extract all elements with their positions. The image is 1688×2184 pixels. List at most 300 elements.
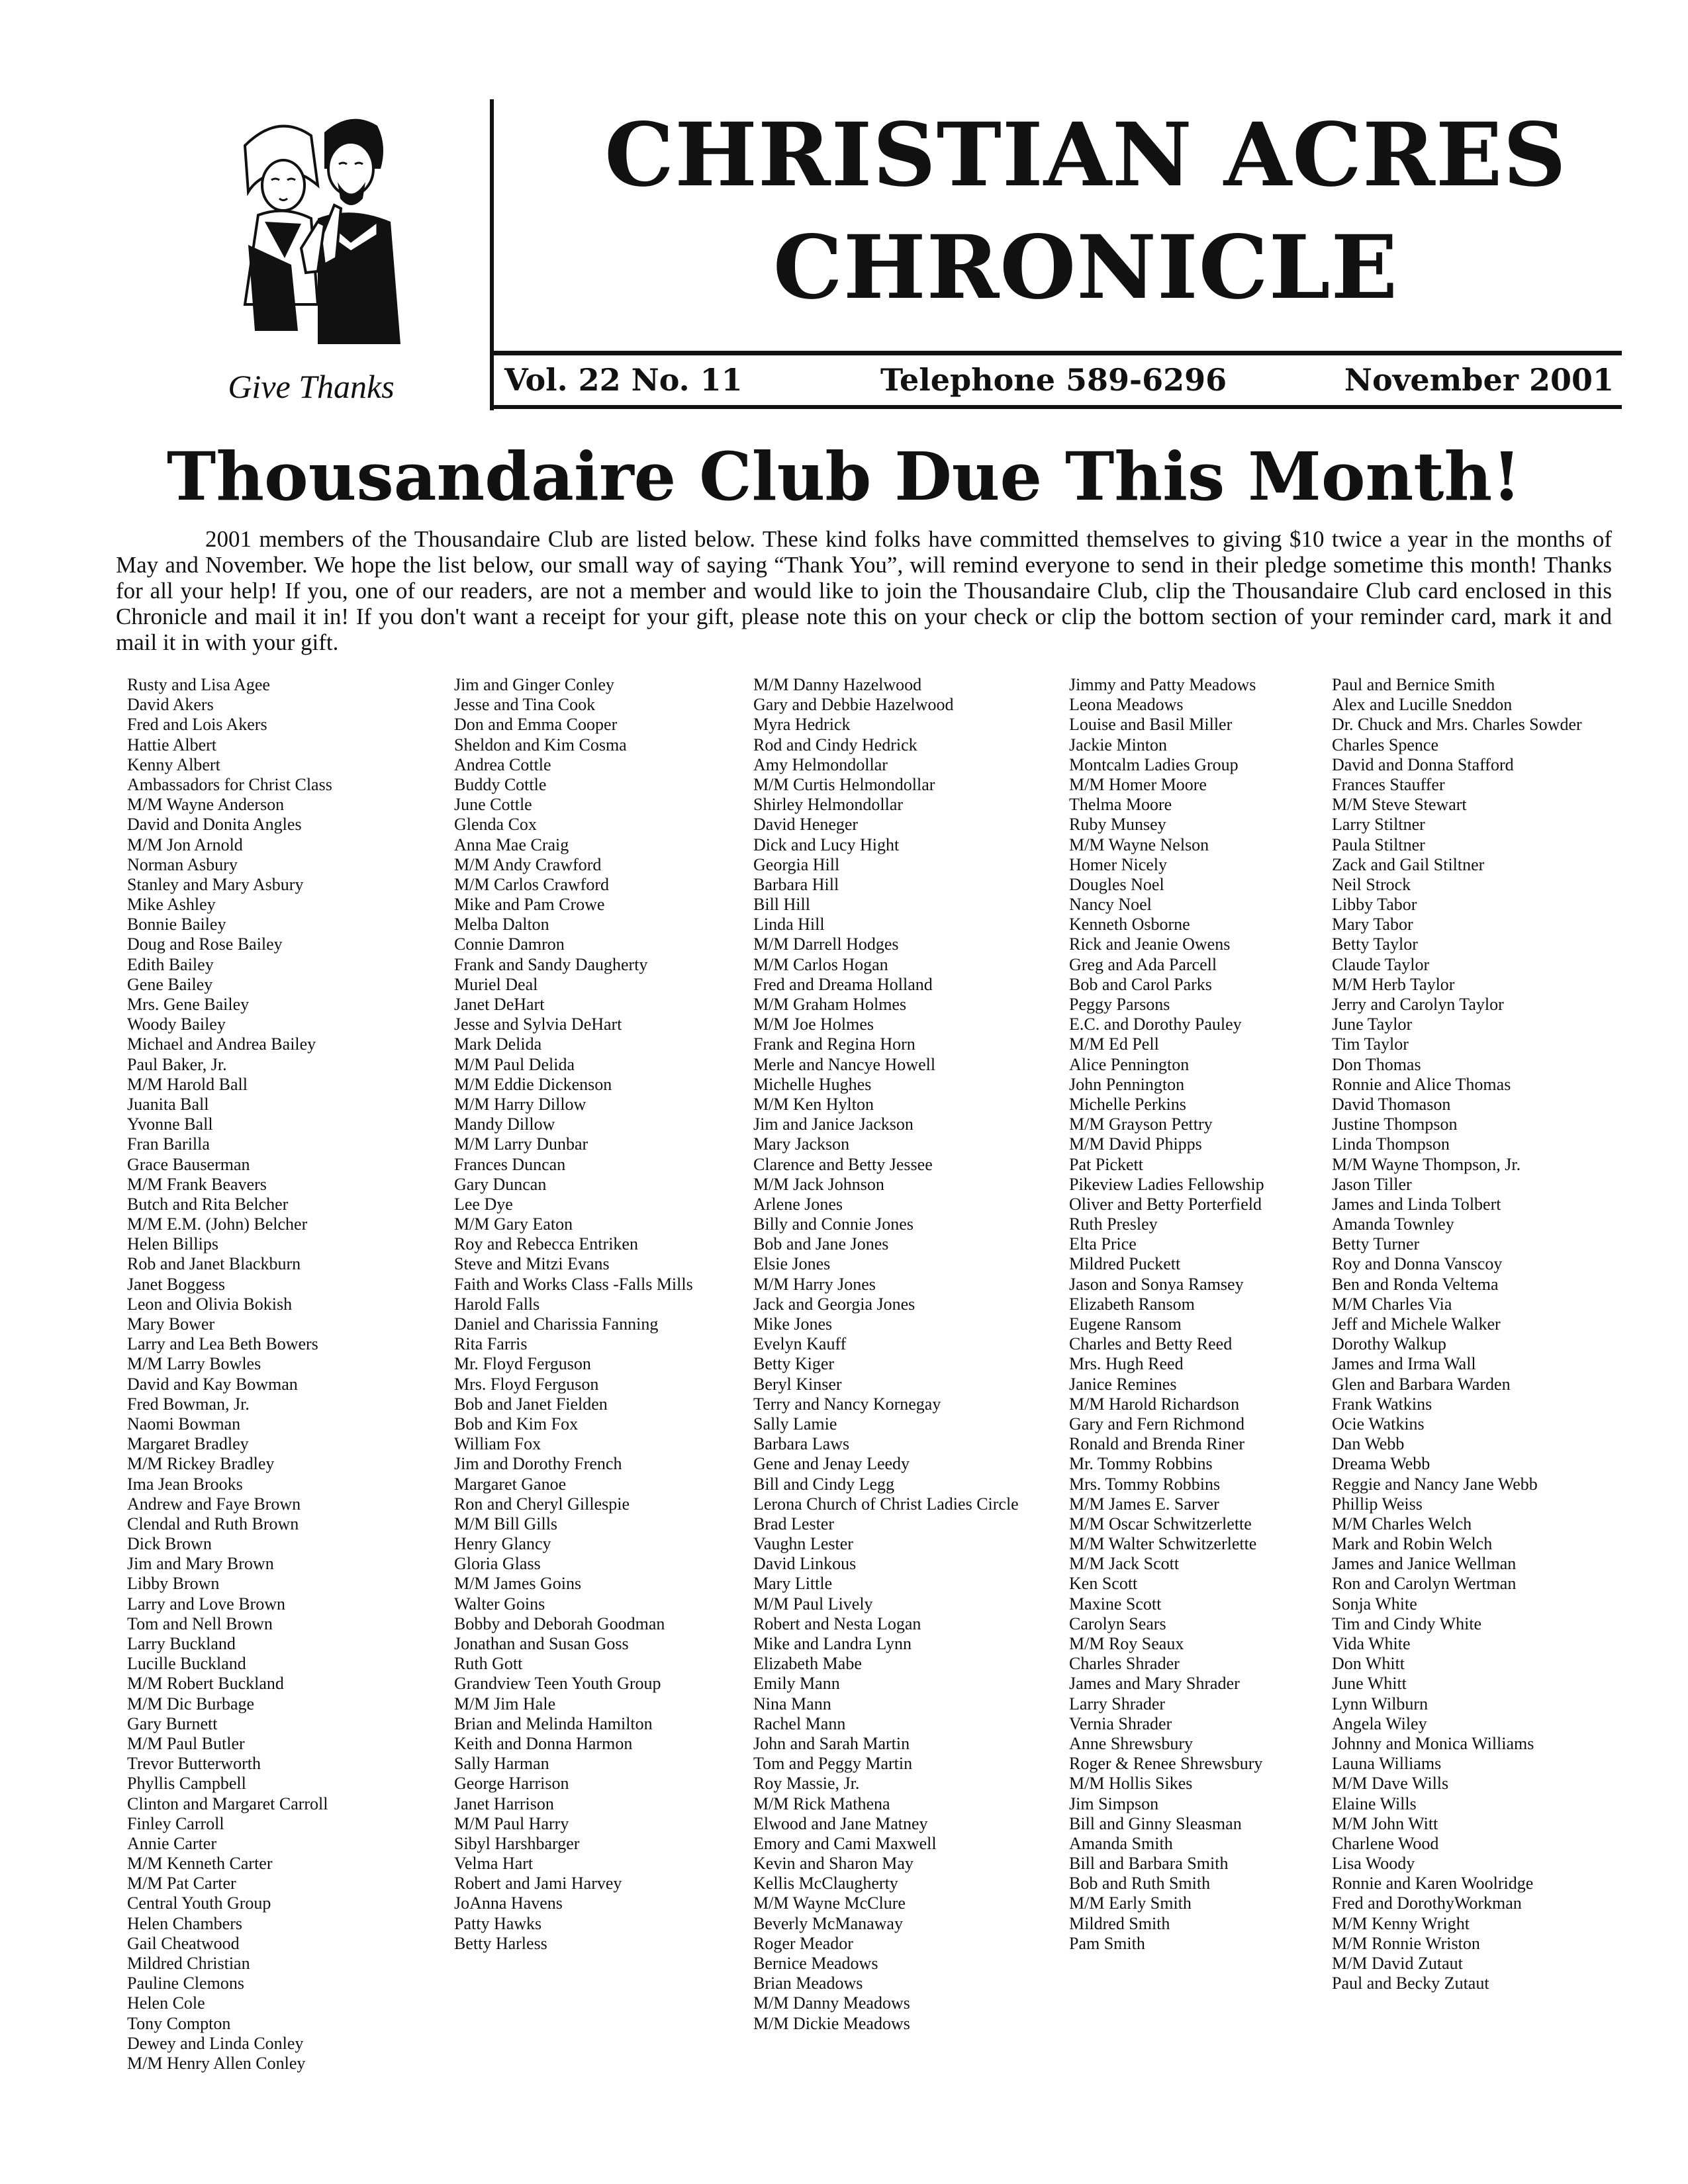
member-name: Lucille Buckland <box>127 1654 246 1674</box>
member-name: Muriel Deal <box>454 974 538 994</box>
member-name: Pam Smith <box>1069 1933 1145 1953</box>
member-name: Linda Thompson <box>1332 1134 1450 1154</box>
member-name: Pikeview Ladies Fellowship <box>1069 1174 1264 1194</box>
member-name: M/M Harold Richardson <box>1069 1394 1240 1414</box>
member-name: M/M James Goins <box>454 1574 582 1594</box>
member-name: Leona Meadows <box>1069 695 1184 715</box>
member-name: Robert and Nesta Logan <box>753 1614 921 1633</box>
member-name: Nina Mann <box>753 1694 831 1713</box>
member-name: Alex and Lucille Sneddon <box>1332 695 1513 715</box>
member-name: Lynn Wilburn <box>1332 1694 1429 1713</box>
member-name: Mark Delida <box>454 1034 542 1054</box>
member-name: David Thomason <box>1332 1094 1451 1114</box>
members-column-2 <box>454 675 693 1954</box>
member-name: Janet Harrison <box>454 1794 554 1813</box>
member-name: Oliver and Betty Porterfield <box>1069 1194 1262 1214</box>
member-name: Fred Bowman, Jr. <box>127 1394 250 1414</box>
member-name: Jonathan and Susan Goss <box>454 1634 629 1653</box>
member-name: Mary Little <box>753 1574 833 1594</box>
member-name: Clinton and Margaret Carroll <box>127 1794 328 1813</box>
member-name: Trevor Butterworth <box>127 1754 261 1774</box>
member-name: M/M John Witt <box>1332 1813 1438 1833</box>
member-name: Dick Brown <box>127 1534 212 1554</box>
member-name: Mike and Pam Crowe <box>454 895 605 915</box>
member-name: Rachel Mann <box>753 1713 846 1733</box>
member-name: M/M Kenny Wright <box>1332 1913 1470 1933</box>
member-name: Finley Carroll <box>127 1813 224 1833</box>
member-name: Mrs. Tommy Robbins <box>1069 1474 1221 1494</box>
member-name: M/M Paul Delida <box>454 1054 575 1074</box>
member-name: Larry Shrader <box>1069 1694 1166 1713</box>
member-name: Kenneth Osborne <box>1069 915 1190 934</box>
member-name: M/M Gary Eaton <box>454 1214 573 1234</box>
member-name: Mark and Robin Welch <box>1332 1534 1493 1554</box>
member-name: M/M James E. Sarver <box>1069 1494 1219 1514</box>
member-name: Faith and Works Class -Falls Mills <box>454 1274 693 1294</box>
member-name: Charlene Wood <box>1332 1833 1439 1853</box>
member-name: Rob and Janet Blackburn <box>127 1254 301 1274</box>
member-name: Evelyn Kauff <box>753 1334 847 1354</box>
member-name: M/M Jim Hale <box>454 1694 556 1713</box>
member-name: JoAnna Havens <box>454 1893 563 1913</box>
member-name: Helen Billips <box>127 1234 218 1254</box>
member-name: Naomi Bowman <box>127 1414 241 1433</box>
member-name: Michelle Perkins <box>1069 1094 1186 1114</box>
member-name: Harold Falls <box>454 1294 540 1314</box>
member-name: Rusty and Lisa Agee <box>127 675 270 694</box>
member-name: Dan Webb <box>1332 1434 1405 1454</box>
member-name: Gary and Fern Richmond <box>1069 1414 1245 1433</box>
member-name: Ron and Carolyn Wertman <box>1332 1574 1517 1594</box>
member-name: Amy Helmondollar <box>753 754 888 774</box>
member-name: Bob and Carol Parks <box>1069 974 1212 994</box>
member-name: Jeff and Michele Walker <box>1332 1314 1501 1334</box>
member-name: Shirley Helmondollar <box>753 795 904 815</box>
member-name: Betty Kiger <box>753 1354 835 1374</box>
member-name: Mildred Christian <box>127 1954 250 1973</box>
member-name: Melba Dalton <box>454 915 549 934</box>
member-name: M/M Jack Scott <box>1069 1554 1180 1574</box>
member-name: M/M Graham Holmes <box>753 995 907 1014</box>
member-name: Phyllis Campbell <box>127 1774 246 1794</box>
member-name: Charles Spence <box>1332 735 1439 754</box>
member-name: M/M Dickie Meadows <box>753 2013 910 2033</box>
member-name: Jerry and Carolyn Taylor <box>1332 995 1504 1014</box>
member-name: Beryl Kinser <box>753 1374 842 1394</box>
member-name: David Heneger <box>753 815 859 835</box>
member-name: Paul Baker, Jr. <box>127 1054 227 1074</box>
member-name: Margaret Bradley <box>127 1434 249 1454</box>
member-name: Tom and Nell Brown <box>127 1614 273 1633</box>
member-name: Gary and Debbie Hazelwood <box>753 695 954 715</box>
member-name: Pauline Clemons <box>127 1974 244 1993</box>
member-name: Woody Bailey <box>127 1015 226 1034</box>
member-name: Lisa Woody <box>1332 1854 1415 1874</box>
member-name: Jim and Ginger Conley <box>454 675 614 694</box>
member-name: Vida White <box>1332 1634 1411 1653</box>
member-name: M/M Danny Meadows <box>753 1993 910 2013</box>
member-name: Ronnie and Karen Woolridge <box>1332 1874 1534 1893</box>
member-name: Arlene Jones <box>753 1194 843 1214</box>
member-name: Mary Bower <box>127 1314 215 1334</box>
member-name: Reggie and Nancy Jane Webb <box>1332 1474 1538 1494</box>
member-name: Dick and Lucy Hight <box>753 835 900 854</box>
member-name: Vaughn Lester <box>753 1534 853 1554</box>
title-line-1: CHRISTIAN ACRES <box>604 104 1567 206</box>
member-name: M/M Steve Stewart <box>1332 795 1467 815</box>
member-name: M/M Danny Hazelwood <box>753 675 922 694</box>
member-name: Andrea Cottle <box>454 754 551 774</box>
member-name: M/M Herb Taylor <box>1332 974 1455 994</box>
member-name: Fred and DorothyWorkman <box>1332 1893 1522 1913</box>
member-name: Bill Hill <box>753 895 810 915</box>
member-name: Mary Jackson <box>753 1134 850 1154</box>
member-name: Johnny and Monica Williams <box>1332 1733 1534 1753</box>
member-name: E.C. and Dorothy Pauley <box>1069 1015 1242 1034</box>
member-name: M/M Larry Dunbar <box>454 1134 588 1154</box>
member-name: M/M Harry Jones <box>753 1274 876 1294</box>
member-name: M/M E.M. (John) Belcher <box>127 1214 308 1234</box>
member-name: Doug and Rose Bailey <box>127 934 283 954</box>
member-name: Emily Mann <box>753 1674 840 1694</box>
member-name: Connie Damron <box>454 934 565 954</box>
member-name: Mrs. Hugh Reed <box>1069 1354 1184 1374</box>
member-name: Ken Scott <box>1069 1574 1138 1594</box>
member-name: Frank and Regina Horn <box>753 1034 915 1054</box>
member-name: David Linkous <box>753 1554 857 1574</box>
member-name: Ronnie and Alice Thomas <box>1332 1074 1511 1094</box>
member-name: Jackie Minton <box>1069 735 1168 754</box>
member-name: Jesse and Tina Cook <box>454 695 596 715</box>
member-name: Glen and Barbara Warden <box>1332 1374 1511 1394</box>
member-name: M/M Harry Dillow <box>454 1094 586 1114</box>
member-name: M/M Ken Hylton <box>753 1094 874 1114</box>
member-name: M/M Oscar Schwitzerlette <box>1069 1514 1252 1533</box>
member-name: M/M Kenneth Carter <box>127 1854 273 1874</box>
article-intro <box>116 526 1612 655</box>
member-name: Michael and Andrea Bailey <box>127 1034 316 1054</box>
member-name: Mrs. Gene Bailey <box>127 995 250 1014</box>
member-name: Bill and Barbara Smith <box>1069 1854 1229 1874</box>
member-name: Gary Burnett <box>127 1713 218 1733</box>
member-name: Frank and Sandy Daugherty <box>454 954 648 974</box>
member-name: Frances Duncan <box>454 1154 566 1174</box>
member-name: Justine Thompson <box>1332 1115 1458 1134</box>
volume-number: Vol. 22 No. 11 <box>504 362 743 398</box>
member-name: Roy and Donna Vanscoy <box>1332 1254 1503 1274</box>
member-name: Fred and Lois Akers <box>127 715 267 735</box>
member-name: Anne Shrewsbury <box>1069 1733 1194 1753</box>
member-name: Maxine Scott <box>1069 1594 1162 1614</box>
member-name: David and Donita Angles <box>127 815 302 835</box>
member-name: Amanda Townley <box>1332 1214 1454 1234</box>
member-name: Elwood and Jane Matney <box>753 1813 928 1833</box>
members-column-4 <box>1069 675 1264 1954</box>
member-name: James and Irma Wall <box>1332 1354 1476 1374</box>
member-name: Gene and Jenay Leedy <box>753 1454 910 1474</box>
member-name: M/M Homer Moore <box>1069 774 1207 794</box>
member-name: Amanda Smith <box>1069 1833 1173 1853</box>
member-name: John Pennington <box>1069 1074 1185 1094</box>
member-name: Daniel and Charissia Fanning <box>454 1314 659 1334</box>
member-name: Rod and Cindy Hedrick <box>753 735 917 754</box>
member-name: Helen Cole <box>127 1993 205 2013</box>
member-name: Dr. Chuck and Mrs. Charles Sowder <box>1332 715 1582 735</box>
member-name: Grandview Teen Youth Group <box>454 1674 661 1694</box>
member-name: Ambassadors for Christ Class <box>127 774 332 794</box>
member-name: Juanita Ball <box>127 1094 209 1114</box>
member-name: Central Youth Group <box>127 1893 271 1913</box>
member-name: Andrew and Faye Brown <box>127 1494 301 1514</box>
member-name: Rita Farris <box>454 1334 528 1354</box>
member-name: Janet Boggess <box>127 1274 226 1294</box>
member-name: Sibyl Harshbarger <box>454 1833 580 1853</box>
member-name: David and Donna Stafford <box>1332 754 1514 774</box>
member-name: Yvonne Ball <box>127 1115 213 1134</box>
member-name: Annie Carter <box>127 1833 217 1853</box>
member-name: Bonnie Bailey <box>127 915 226 934</box>
member-name: Bernice Meadows <box>753 1954 878 1973</box>
member-name: Elaine Wills <box>1332 1794 1417 1813</box>
article-headline: Thousandaire Club Due This Month! <box>166 437 1522 516</box>
member-name: Jesse and Sylvia DeHart <box>454 1015 622 1034</box>
member-name: Dorothy Walkup <box>1332 1334 1446 1354</box>
member-name: M/M Ronnie Wriston <box>1332 1933 1480 1953</box>
member-name: Henry Glancy <box>454 1534 551 1554</box>
member-name: Frank Watkins <box>1332 1394 1432 1414</box>
member-name: Don and Emma Cooper <box>454 715 618 735</box>
newsletter-title <box>523 99 1648 324</box>
member-name: Elizabeth Mabe <box>753 1654 862 1674</box>
member-name: Clarence and Betty Jessee <box>753 1154 933 1174</box>
member-name: Don Thomas <box>1332 1054 1421 1074</box>
member-name: M/M Larry Bowles <box>127 1354 261 1374</box>
member-name: Norman Asbury <box>127 854 238 874</box>
member-name: Claude Taylor <box>1332 954 1430 974</box>
member-name: Bill and Cindy Legg <box>753 1474 895 1494</box>
member-name: George Harrison <box>454 1774 569 1794</box>
member-name: Ben and Ronda Veltema <box>1332 1274 1499 1294</box>
member-name: Roger & Renee Shrewsbury <box>1069 1754 1263 1774</box>
member-name: Kenny Albert <box>127 754 220 774</box>
member-name: M/M Bill Gills <box>454 1514 558 1533</box>
member-name: Ron and Cheryl Gillespie <box>454 1494 630 1514</box>
member-name: Larry and Lea Beth Bowers <box>127 1334 318 1354</box>
member-name: Brian and Melinda Hamilton <box>454 1713 653 1733</box>
members-column-3 <box>753 675 1019 2034</box>
member-name: Neil Strock <box>1332 874 1411 894</box>
member-name: Steve and Mitzi Evans <box>454 1254 610 1274</box>
member-name: Elta Price <box>1069 1234 1137 1254</box>
masthead-top-rule <box>490 351 1622 355</box>
member-name: M/M David Zutaut <box>1332 1954 1463 1973</box>
member-name: Paula Stiltner <box>1332 835 1425 854</box>
member-name: Betty Taylor <box>1332 934 1418 954</box>
member-name: Jim and Mary Brown <box>127 1554 274 1574</box>
member-name: Don Whitt <box>1332 1654 1405 1674</box>
member-name: Mildred Smith <box>1069 1913 1170 1933</box>
member-name: James and Janice Wellman <box>1332 1554 1517 1574</box>
member-name: Butch and Rita Belcher <box>127 1194 289 1214</box>
member-name: Jack and Georgia Jones <box>753 1294 915 1314</box>
member-name: Mike and Landra Lynn <box>753 1634 912 1653</box>
member-name: Roy and Rebecca Entriken <box>454 1234 638 1254</box>
member-name: M/M Carlos Crawford <box>454 874 609 894</box>
member-name: Janice Remines <box>1069 1374 1177 1394</box>
member-name: David Akers <box>127 695 214 715</box>
member-name: Tim Taylor <box>1332 1034 1409 1054</box>
member-name: Elizabeth Ransom <box>1069 1294 1195 1314</box>
member-name: Libby Brown <box>127 1574 220 1594</box>
member-name: Bob and Kim Fox <box>454 1414 579 1433</box>
member-name: Sheldon and Kim Cosma <box>454 735 627 754</box>
member-name: M/M Paul Lively <box>753 1594 873 1614</box>
member-name: M/M Curtis Helmondollar <box>753 774 935 794</box>
member-name: Roger Meador <box>753 1933 853 1953</box>
member-name: Elsie Jones <box>753 1254 831 1274</box>
telephone-number: Telephone 589-6296 <box>880 362 1227 398</box>
member-name: Phillip Weiss <box>1332 1494 1423 1514</box>
member-name: Mike Ashley <box>127 895 216 915</box>
member-name: Anna Mae Craig <box>454 835 569 854</box>
member-name: M/M Grayson Pettry <box>1069 1115 1213 1134</box>
member-name: Jason and Sonya Ramsey <box>1069 1274 1244 1294</box>
member-name: M/M Darrell Hodges <box>753 934 899 954</box>
member-name: Lerona Church of Christ Ladies Circle <box>753 1494 1019 1514</box>
member-name: June Cottle <box>454 795 532 815</box>
member-name: M/M Robert Buckland <box>127 1674 284 1694</box>
member-name: Gloria Glass <box>454 1554 541 1574</box>
member-name: Sally Harman <box>454 1754 549 1774</box>
member-name: Gene Bailey <box>127 974 213 994</box>
member-name: James and Linda Tolbert <box>1332 1194 1501 1214</box>
member-name: Glenda Cox <box>454 815 537 835</box>
member-name: Jason Tiller <box>1332 1174 1412 1194</box>
member-name: Linda Hill <box>753 915 825 934</box>
member-name: Barbara Laws <box>753 1434 850 1454</box>
member-name: Sonja White <box>1332 1594 1417 1614</box>
member-name: Paul and Bernice Smith <box>1332 675 1495 694</box>
member-name: M/M Charles Via <box>1332 1294 1452 1314</box>
member-name: Mrs. Floyd Ferguson <box>454 1374 599 1394</box>
member-name: Emory and Cami Maxwell <box>753 1833 937 1853</box>
member-name: Barbara Hill <box>753 874 839 894</box>
member-name: Mildred Puckett <box>1069 1254 1181 1274</box>
member-name: Launa Williams <box>1332 1754 1442 1774</box>
member-name: Paul and Becky Zutaut <box>1332 1974 1489 1993</box>
masthead-info-bar <box>490 355 1622 405</box>
member-name: M/M Paul Harry <box>454 1813 569 1833</box>
member-name: Tony Compton <box>127 2013 231 2033</box>
member-name: Vernia Shrader <box>1069 1713 1172 1733</box>
member-name: Mandy Dillow <box>454 1115 555 1134</box>
member-name: Montcalm Ladies Group <box>1069 754 1239 774</box>
member-name: Louise and Basil Miller <box>1069 715 1233 735</box>
member-name: Dreama Webb <box>1332 1454 1430 1474</box>
member-name: Ima Jean Brooks <box>127 1474 243 1494</box>
member-name: Dewey and Linda Conley <box>127 2033 304 2053</box>
member-name: Kellis McClaugherty <box>753 1874 898 1893</box>
member-name: Carolyn Sears <box>1069 1614 1166 1633</box>
member-name: M/M Joe Holmes <box>753 1015 874 1034</box>
member-name: Brian Meadows <box>753 1974 863 1993</box>
member-name: Bill and Ginny Sleasman <box>1069 1813 1242 1833</box>
member-name: Sally Lamie <box>753 1414 837 1433</box>
member-name: Rick and Jeanie Owens <box>1069 934 1231 954</box>
member-name: Ruth Presley <box>1069 1214 1158 1234</box>
member-name: William Fox <box>454 1434 541 1454</box>
member-name: Dougles Noel <box>1069 874 1164 894</box>
intro-paragraph: 2001 members of the Thousandaire Club are listed below. These kind folks have committed themselves to giving $10 twice a year in the months of May and November. We hope the list below, our small way of saying “Thank You”, will remind everyone to send in their pledge sometime this month! Thanks for all your help! If you, one of our readers, are not a member and would like to join the Thousandaire Club, clip the Thousandaire Club card enclosed in this Chronicle and mail it in! If you don't want a receipt for your gift, please note this on your check or clip the bottom section of your reminder card, mark it and mail it in with your gift. <box>116 526 1612 655</box>
member-name: Larry Buckland <box>127 1634 236 1653</box>
member-name: M/M Eddie Dickenson <box>454 1074 612 1094</box>
member-name: Margaret Ganoe <box>454 1474 567 1494</box>
member-name: Terry and Nancy Kornegay <box>753 1394 941 1414</box>
member-name: June Whitt <box>1332 1674 1407 1694</box>
member-name: M/M Jon Arnold <box>127 835 243 854</box>
member-name: Charles and Betty Reed <box>1069 1334 1233 1354</box>
member-name: Bob and Jane Jones <box>753 1234 889 1254</box>
member-name: Hattie Albert <box>127 735 217 754</box>
masthead-bottom-rule <box>490 405 1622 409</box>
member-name: Jimmy and Patty Meadows <box>1069 675 1256 694</box>
title-line-2: CHRONICLE <box>773 216 1399 319</box>
member-name: M/M Harold Ball <box>127 1074 248 1094</box>
member-name: Eugene Ransom <box>1069 1314 1182 1334</box>
member-name: Gail Cheatwood <box>127 1933 240 1953</box>
member-name: Michelle Hughes <box>753 1074 872 1094</box>
members-column-5 <box>1332 675 1582 1993</box>
member-name: M/M Dave Wills <box>1332 1774 1449 1794</box>
member-name: M/M Walter Schwitzerlette <box>1069 1534 1257 1554</box>
member-name: M/M Dic Burbage <box>127 1694 255 1713</box>
member-name: Libby Tabor <box>1332 895 1417 915</box>
member-name: Ruth Gott <box>454 1654 523 1674</box>
member-name: M/M Rick Mathena <box>753 1794 890 1813</box>
member-name: Bob and Janet Fielden <box>454 1394 608 1414</box>
member-name: Betty Turner <box>1332 1234 1420 1254</box>
member-name: Alice Pennington <box>1069 1054 1190 1074</box>
member-name: Beverly McManaway <box>753 1913 903 1933</box>
member-name: June Taylor <box>1332 1015 1413 1034</box>
member-name: Ronald and Brenda Riner <box>1069 1434 1244 1454</box>
member-name: Peggy Parsons <box>1069 995 1170 1014</box>
member-name: Mr. Tommy Robbins <box>1069 1454 1213 1474</box>
member-name: M/M Pat Carter <box>127 1874 236 1893</box>
member-name: Lee Dye <box>454 1194 513 1214</box>
member-name: M/M David Phipps <box>1069 1134 1202 1154</box>
member-name: Clendal and Ruth Brown <box>127 1514 299 1533</box>
member-name: M/M Jack Johnson <box>753 1174 884 1194</box>
member-name: Jim and Janice Jackson <box>753 1115 914 1134</box>
member-name: Helen Chambers <box>127 1913 243 1933</box>
member-name: Larry and Love Brown <box>127 1594 285 1614</box>
member-name: M/M Paul Butler <box>127 1733 245 1753</box>
member-name: Brad Lester <box>753 1514 835 1533</box>
member-name: Charles Shrader <box>1069 1654 1180 1674</box>
member-name: Robert and Jami Harvey <box>454 1874 622 1893</box>
member-name: Fred and Dreama Holland <box>753 974 933 994</box>
member-name: Larry Stiltner <box>1332 815 1425 835</box>
member-name: Pat Pickett <box>1069 1154 1143 1174</box>
member-name: Mike Jones <box>753 1314 833 1334</box>
member-name: Stanley and Mary Asbury <box>127 874 304 894</box>
member-name: Merle and Nancye Howell <box>753 1054 936 1074</box>
member-name: Gary Duncan <box>454 1174 547 1194</box>
member-name: Jim and Dorothy French <box>454 1454 622 1474</box>
member-name: Roy Massie, Jr. <box>753 1774 860 1794</box>
member-name: M/M Charles Welch <box>1332 1514 1472 1533</box>
